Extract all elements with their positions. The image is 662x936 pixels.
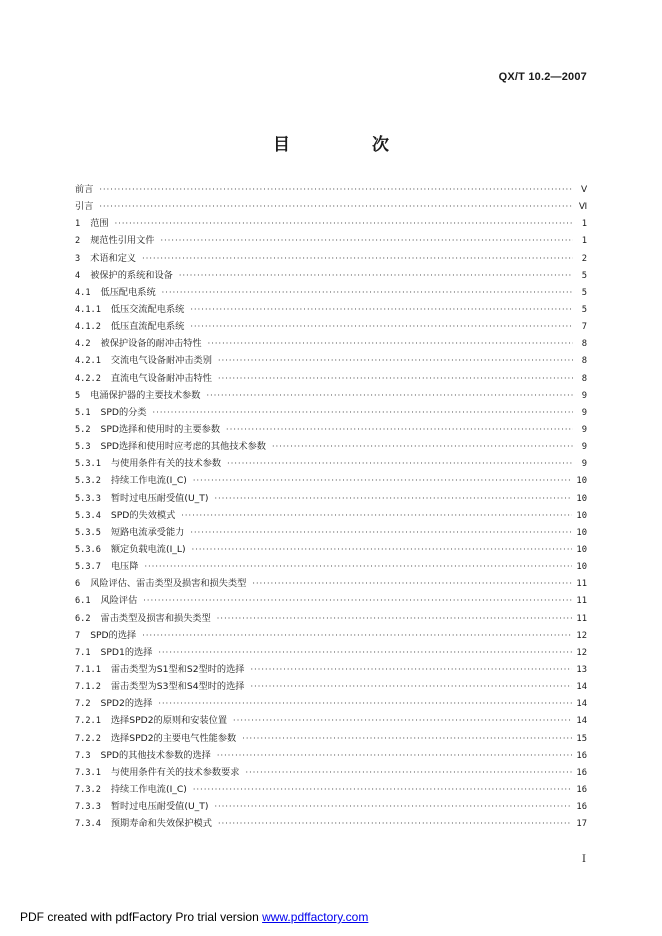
toc-entry-label: 暂时过电压耐受值(U_T): [110, 801, 209, 813]
toc-entry-page: 10: [576, 527, 587, 538]
toc-entry-number: 4.2: [75, 339, 91, 350]
toc-leader-dots: [214, 494, 572, 503]
toc-entry[interactable]: [75, 815, 587, 832]
toc-entry-label: 选择SPD2的主要电气性能参数: [110, 732, 237, 744]
toc-entry[interactable]: [75, 438, 587, 455]
toc-entry[interactable]: [75, 575, 587, 592]
toc-entry-label: 选择SPD2的原则和安装位置: [110, 715, 228, 727]
toc-leader-dots: [162, 288, 573, 297]
toc-entry-page: 8: [581, 373, 587, 384]
toc-entry-number: 5.1: [75, 407, 91, 418]
toc-entry[interactable]: [75, 335, 587, 352]
toc-entry-number: 7.3.4: [75, 819, 101, 830]
pdf-footer: [20, 910, 368, 924]
toc-leader-dots: [115, 219, 573, 228]
toc-entry-page: 1: [581, 236, 587, 247]
toc-entry-number: 7.2.1: [75, 716, 101, 727]
toc-entry[interactable]: [75, 798, 587, 815]
toc-entry-page: 14: [576, 682, 587, 693]
toc-entry-label: 雷击类型及损害和损失类型: [100, 612, 211, 624]
toc-entry-page: Ⅴ: [580, 185, 587, 195]
toc-entry-number: 5.3.4: [75, 510, 101, 521]
toc-entry-number: 4.1.2: [75, 322, 101, 333]
toc-leader-dots: [208, 339, 573, 348]
toc-leader-dots: [190, 322, 573, 331]
toc-entry-page: 5: [581, 287, 587, 298]
toc-leader-dots: [142, 254, 573, 263]
toc-entry-page: 12: [576, 647, 587, 658]
toc-entry-number: 5.3.5: [75, 527, 101, 538]
toc-leader-dots: [144, 562, 572, 571]
toc-entry-page: 13: [576, 664, 587, 675]
toc-entry-number: 5: [75, 390, 81, 401]
toc-entry-page: 10: [576, 493, 587, 504]
toc-entry-number: 7.3.3: [75, 802, 101, 813]
toc-entry-label: 低压交流配电系统: [110, 303, 185, 315]
toc-leader-dots: [218, 374, 573, 383]
toc-leader-dots: [99, 185, 573, 194]
toc-entry[interactable]: [75, 678, 587, 695]
toc-leader-dots: [206, 391, 573, 400]
toc-entry-page: 5: [581, 270, 587, 281]
toc-entry-page: 2: [581, 253, 587, 264]
toc-entry-label: 与使用条件有关的技术参数要求: [110, 766, 240, 778]
toc-entry-page: 10: [576, 544, 587, 555]
toc-entry-page: 11: [576, 579, 587, 590]
toc-entry[interactable]: [75, 507, 587, 524]
footer-text: PDF created with pdfFactory Pro trial version: [20, 910, 263, 924]
toc-entry[interactable]: [75, 250, 587, 267]
toc-entry-page: 16: [576, 802, 587, 813]
toc-leader-dots: [246, 768, 573, 777]
toc-entry[interactable]: [75, 695, 587, 712]
toc-leader-dots: [190, 528, 572, 537]
toc-entry-number: 6.2: [75, 613, 91, 624]
toc-leader-dots: [179, 271, 573, 280]
toc-entry[interactable]: [75, 404, 587, 421]
toc-entry-number: 5.2: [75, 424, 91, 435]
pdffactory-link[interactable]: www.pdffactory.com: [262, 910, 369, 924]
toc-entry[interactable]: [75, 301, 587, 318]
toc-leader-dots: [193, 476, 573, 485]
toc-entry-number: 7.1.1: [75, 664, 101, 675]
toc-entry[interactable]: [75, 730, 587, 747]
toc-entry[interactable]: [75, 387, 587, 404]
toc-entry-label: 风险评估: [100, 595, 138, 607]
toc-entry-label: 持续工作电流(I_C): [110, 475, 187, 487]
toc-entry-label: 直流电气设备耐冲击特性: [110, 372, 212, 384]
toc-entry-page: 9: [581, 459, 587, 470]
toc-entry-number: 7.1: [75, 647, 91, 658]
toc-entry-label: 与使用条件有关的技术参数: [110, 458, 222, 470]
toc-entry-number: 3: [75, 253, 81, 264]
toc-leader-dots: [192, 545, 573, 554]
toc-entry[interactable]: [75, 592, 587, 609]
toc-entry-label: SPD的其他技术参数的选择: [100, 749, 211, 761]
toc-entry-number: 5.3.7: [75, 562, 101, 573]
toc-entry-label: 风险评估、雷击类型及损害和损失类型: [90, 578, 247, 590]
toc-entry-label: 短路电流承受能力: [110, 526, 185, 538]
toc-leader-dots: [158, 648, 572, 657]
standard-code: QX/T 10.2—2007: [498, 71, 587, 83]
toc-entry[interactable]: [75, 644, 587, 661]
toc-entry-label: 范围: [90, 218, 109, 230]
toc-entry-label: 额定负载电流(I_L): [110, 543, 186, 555]
toc-entry-label: 规范性引用文件: [90, 235, 155, 247]
toc-entry-page: 9: [581, 407, 587, 418]
toc-leader-dots: [252, 579, 572, 588]
toc-entry-label: SPD2的选择: [100, 698, 153, 710]
toc-entry-page: 11: [576, 613, 587, 624]
toc-entry[interactable]: [75, 232, 587, 249]
toc-leader-dots: [181, 511, 572, 520]
toc-entry-page: 14: [576, 699, 587, 710]
toc-leader-dots: [153, 408, 573, 417]
toc-entry[interactable]: [75, 747, 587, 764]
toc-entry-page: 9: [581, 424, 587, 435]
toc-entry-label: SPD的选择: [90, 629, 137, 641]
toc-entry-page: 11: [576, 596, 587, 607]
toc-entry-label: 引言: [75, 201, 94, 213]
toc-entry-label: SPD1的选择: [100, 646, 153, 658]
toc-entry[interactable]: [75, 284, 587, 301]
toc-entry-number: 7.1.2: [75, 682, 101, 693]
toc-entry-number: 7.2: [75, 699, 91, 710]
toc-entry-number: 7.3: [75, 750, 91, 761]
toc-leader-dots: [272, 442, 573, 451]
toc-leader-dots: [217, 751, 573, 760]
toc-leader-dots: [227, 459, 573, 468]
toc-entry-number: 5.3.1: [75, 459, 101, 470]
toc-entry-page: 16: [576, 784, 587, 795]
toc-entry-number: 4.2.2: [75, 373, 101, 384]
toc-entry-label: 预期寿命和失效保护模式: [110, 818, 212, 830]
toc-entry-page: 16: [576, 767, 587, 778]
toc-entry[interactable]: [75, 661, 587, 678]
toc-entry[interactable]: [75, 524, 587, 541]
toc-entry-label: 雷击类型为S3型和S4型时的选择: [110, 681, 245, 693]
toc-entry-number: 5.3.2: [75, 476, 101, 487]
toc-entry-number: 6.1: [75, 596, 91, 607]
toc-entry[interactable]: [75, 455, 587, 472]
toc-entry-number: 5.3.3: [75, 493, 101, 504]
toc-entry-label: SPD的分类: [100, 406, 147, 418]
toc-leader-dots: [233, 716, 572, 725]
toc-entry[interactable]: [75, 541, 587, 558]
toc-entry-label: 被保护设备的耐冲击特性: [100, 338, 202, 350]
toc-entry-label: SPD的失效模式: [110, 509, 176, 521]
toc-entry[interactable]: [75, 267, 587, 284]
toc-leader-dots: [217, 614, 573, 623]
toc-entry-label: 雷击类型为S1型和S2型时的选择: [110, 663, 245, 675]
toc-entry-number: 5.3: [75, 442, 91, 453]
toc-entry[interactable]: [75, 181, 587, 198]
toc-leader-dots: [214, 802, 572, 811]
page-number: Ⅰ: [582, 854, 586, 865]
toc-entry-page: 10: [576, 476, 587, 487]
toc-leader-dots: [158, 699, 572, 708]
toc-entry[interactable]: [75, 318, 587, 335]
toc-entry-number: 1: [75, 219, 81, 230]
toc-entry-label: SPD选择和使用时的主要参数: [100, 423, 221, 435]
toc-entry-label: 电压降: [110, 561, 139, 573]
toc-entry[interactable]: [75, 490, 587, 507]
toc-entry[interactable]: [75, 558, 587, 575]
toc-entry-label: 电涌保护器的主要技术参数: [90, 389, 201, 401]
toc-entry-label: 暂时过电压耐受值(U_T): [110, 492, 209, 504]
toc-entry-page: 8: [581, 339, 587, 350]
toc-leader-dots: [99, 202, 573, 211]
page-title: 目 次: [273, 135, 427, 155]
toc-entry-page: 9: [581, 390, 587, 401]
toc-entry-label: 术语和定义: [90, 252, 137, 264]
toc-entry-page: 1: [581, 219, 587, 230]
toc-leader-dots: [142, 631, 572, 640]
toc-entry[interactable]: [75, 627, 587, 644]
toc-entry-page: 5: [581, 304, 587, 315]
toc-entry[interactable]: [75, 352, 587, 369]
toc-entry-page: 17: [576, 819, 587, 830]
toc-entry-page: 12: [576, 630, 587, 641]
toc-entry-number: 7.3.1: [75, 767, 101, 778]
toc-entry-page: 16: [576, 750, 587, 761]
toc-leader-dots: [242, 734, 572, 743]
toc-entry-number: 7.3.2: [75, 784, 101, 795]
toc-entry[interactable]: [75, 370, 587, 387]
toc-entry[interactable]: [75, 610, 587, 627]
toc-entry-number: 2: [75, 236, 81, 247]
toc-entry[interactable]: [75, 421, 587, 438]
toc-entry-label: 交流电气设备耐冲击类别: [110, 355, 212, 367]
toc-entry-label: 被保护的系统和设备: [90, 269, 173, 281]
toc-entry-page: 15: [576, 733, 587, 744]
toc-entry[interactable]: [75, 215, 587, 232]
toc-entry-label: 低压直流配电系统: [110, 321, 185, 333]
toc-entry[interactable]: [75, 472, 587, 489]
toc-entry-page: 9: [581, 442, 587, 453]
toc-leader-dots: [250, 682, 572, 691]
toc-leader-dots: [193, 785, 573, 794]
toc-leader-dots: [250, 665, 572, 674]
toc-entry-label: SPD选择和使用时应考虑的其他技术参数: [100, 441, 266, 453]
toc-entry-number: 4: [75, 270, 81, 281]
toc-entry[interactable]: [75, 712, 587, 729]
toc-entry-number: 7: [75, 630, 81, 641]
toc-leader-dots: [143, 596, 572, 605]
toc-entry-number: 5.3.6: [75, 544, 101, 555]
toc-entry-label: 持续工作电流(I_C): [110, 783, 187, 795]
toc-entry[interactable]: [75, 781, 587, 798]
toc-entry-page: 14: [576, 716, 587, 727]
toc-leader-dots: [226, 425, 573, 434]
toc-entry-page: 10: [576, 510, 587, 521]
toc-entry[interactable]: [75, 198, 587, 215]
toc-entry-page: 8: [581, 356, 587, 367]
toc-entry-number: 4.1: [75, 287, 91, 298]
toc-entry-number: 6: [75, 579, 81, 590]
toc-entry-label: 低压配电系统: [100, 286, 156, 298]
toc-leader-dots: [161, 236, 574, 245]
toc-entry-page: 7: [581, 322, 587, 333]
toc-leader-dots: [218, 819, 572, 828]
toc-entry[interactable]: [75, 764, 587, 781]
toc-entry-label: 前言: [75, 184, 94, 195]
toc-entry-page: Ⅵ: [578, 202, 587, 213]
toc-leader-dots: [190, 305, 573, 314]
toc-leader-dots: [218, 356, 573, 365]
toc-entry-number: 4.1.1: [75, 304, 101, 315]
toc-entry-number: 7.2.2: [75, 733, 101, 744]
toc-entry-number: 4.2.1: [75, 356, 101, 367]
toc-entry-page: 10: [576, 562, 587, 573]
table-of-contents: [75, 181, 587, 832]
